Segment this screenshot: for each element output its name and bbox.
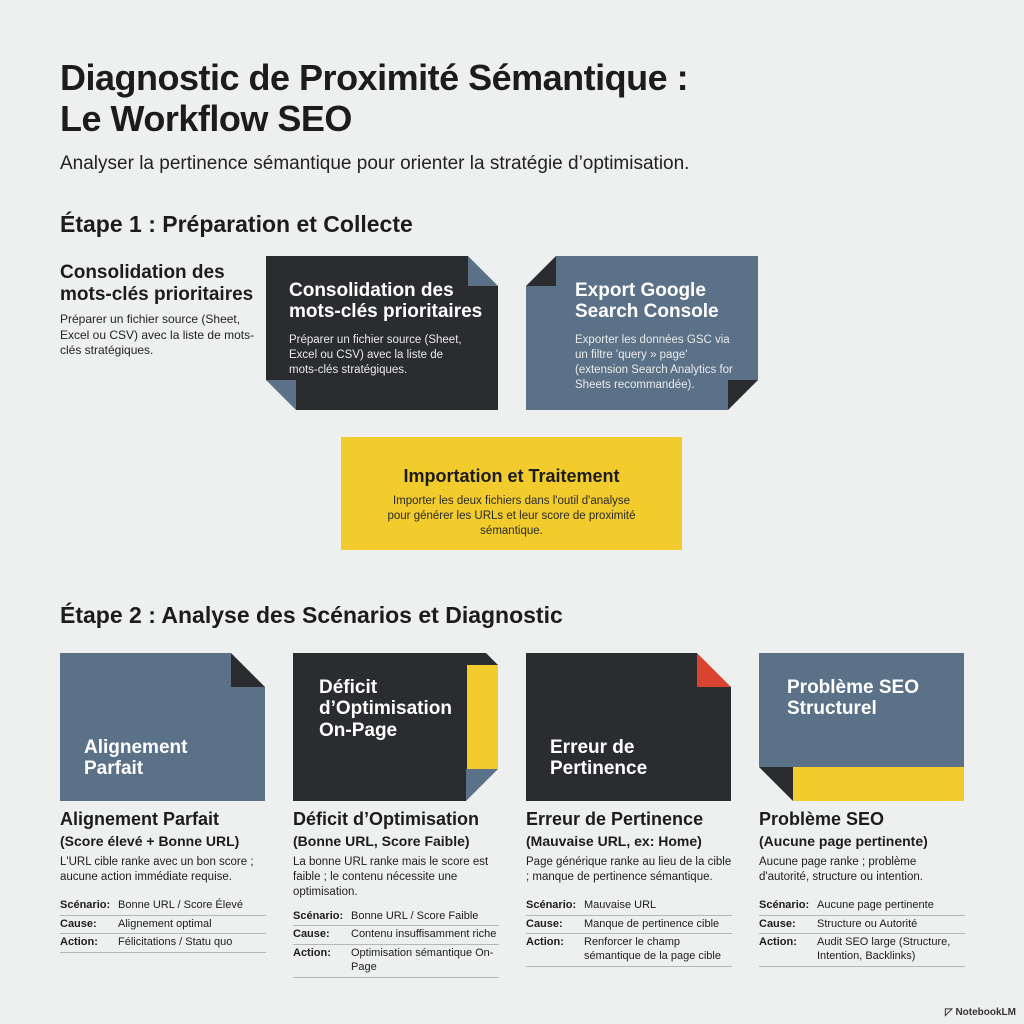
label-cause: Cause: [60,915,118,934]
label-scenario: Scénario: [759,897,817,915]
fold-corner-bottom-right [728,380,758,410]
page-title-line-1: Diagnostic de Proximité Sémantique : [60,57,689,98]
value-scenario: Mauvaise URL [584,897,732,915]
scenario-card-title: Déficit d’Optimisation On-Page [319,677,452,741]
scenario-details-table [60,897,266,953]
table-row [293,926,499,945]
page-title-line-2: Le Workflow SEO [60,97,352,139]
scenario-info-description: La bonne URL ranke mais le score est faible ; le contenu nécessite une optimisation. [293,855,489,898]
label-cause: Cause: [759,915,817,934]
scenario-info-subtitle: (Bonne URL, Score Faible) [293,832,470,849]
scenario-card-erreur [526,653,731,801]
scenario-card-title: Problème SEO Structurel [787,677,919,720]
value-scenario: Bonne URL / Score Faible [351,908,499,926]
card-consolidation-text: Préparer un fichier source (Sheet, Excel ou CSV) avec la liste de mots-clés stratégiques. [289,333,462,376]
scenario-info-erreur [526,810,732,967]
label-scenario: Scénario: [526,897,584,915]
table-row [759,915,965,934]
value-action: Renforcer le champ sémantique de la page cible [584,934,732,967]
scenario-info-subtitle: (Mauvaise URL, ex: Home) [526,832,702,849]
yellow-stripe [467,665,498,769]
value-cause: Manque de pertinence cible [584,915,732,934]
value-action: Optimisation sémantique On-Page [351,945,499,978]
value-action: Félicitations / Statu quo [118,934,266,953]
fold-corner-top-left [526,256,556,286]
step-1-side-note [60,262,260,359]
scenario-info-description: L'URL cible ranke avec un bon score ; aucune action immédiate requise. [60,855,254,883]
card-import-text: Importer les deux fichiers dans l'outil d'analyse pour générer les URLs et leur score de proximité sémantique. [387,495,636,538]
label-scenario: Scénario: [60,897,118,915]
scenario-info-subtitle: (Score élevé + Bonne URL) [60,832,240,849]
scenario-info-title: Déficit d’Optimisation [293,809,480,829]
scenario-details-table [293,908,499,978]
table-row [759,897,965,915]
card-export-text: Exporter les données GSC via un filtre 'query » page' (extension Search Analytics for Sheets recommandée). [575,333,733,391]
scenario-details-table [526,897,732,967]
side-note-title: Consolidation des mots-clés prioritaires [60,262,254,306]
table-row [526,934,732,967]
fold-corner-top-right [486,653,498,665]
label-action: Action: [759,934,817,967]
card-import-title: Importation et Traitement [403,466,620,486]
label-scenario: Scénario: [293,908,351,926]
card-export-gsc [526,256,758,410]
scenario-card-probleme [759,653,964,801]
step-2-heading: Étape 2 : Analyse des Scénarios et Diagnostic [60,602,563,628]
card-import-processing [341,437,682,550]
table-row [526,897,732,915]
brand-watermark [945,1007,1016,1018]
scenario-info-subtitle: (Aucune page pertinente) [759,832,928,849]
card-consolidation-title: Consolidation des mots-clés prioritaires [289,280,483,323]
label-action: Action: [293,945,351,978]
label-cause: Cause: [526,915,584,934]
scenario-card-title: Erreur de Pertinence [550,737,648,780]
label-cause: Cause: [293,926,351,945]
value-scenario: Aucune page pertinente [817,897,965,915]
card-export-title: Export Google Search Console [575,280,719,323]
notebooklm-logo-icon: ◸ [944,1007,953,1018]
scenario-info-title: Problème SEO [759,809,885,829]
value-cause: Alignement optimal [118,915,266,934]
value-cause: Contenu insuffisamment riche [351,926,499,945]
scenario-info-title: Alignement Parfait [60,809,220,829]
table-row [526,915,732,934]
scenario-info-title: Erreur de Pertinence [526,809,704,829]
table-row [60,934,266,953]
page-subtitle: Analyser la pertinence sémantique pour orienter la stratégie d’optimisation. [60,153,690,174]
fold-corner-top-right [697,653,731,687]
scenario-info-description: Aucune page ranke ; problème d'autorité, structure ou intention. [759,855,923,883]
table-row [759,934,965,967]
scenario-card-title: Alignement Parfait [84,737,188,780]
scenario-card-deficit [293,653,498,801]
brand-label: NotebookLM [955,1007,1016,1018]
table-row [60,915,266,934]
scenario-info-description: Page générique ranke au lieu de la cible ; manque de pertinence sémantique. [526,855,732,883]
side-note-text: Préparer un fichier source (Sheet, Excel ou CSV) avec la liste de mots-clés stratégiques. [60,312,255,358]
page-title [60,58,960,139]
card-consolidation [266,256,498,410]
table-row [60,897,266,915]
label-action: Action: [60,934,118,953]
fold-corner-top-right [468,256,498,286]
value-action: Audit SEO large (Structure, Intention, Backlinks) [817,934,965,967]
fold-corner-top-right [231,653,265,687]
scenario-card-alignement [60,653,265,801]
value-scenario: Bonne URL / Score Élevé [118,897,266,915]
label-action: Action: [526,934,584,967]
step-1-heading: Étape 1 : Préparation et Collecte [60,211,413,237]
scenario-info-deficit [293,810,499,978]
scenario-info-probleme [759,810,965,967]
fold-corner-bottom-left [759,767,793,801]
fold-corner-bottom-left [266,380,296,410]
value-cause: Structure ou Autorité [817,915,965,934]
scenario-details-table [759,897,965,967]
fold-corner-bottom-right [466,769,498,801]
table-row [293,945,499,978]
scenario-info-alignement [60,810,266,953]
table-row [293,908,499,926]
